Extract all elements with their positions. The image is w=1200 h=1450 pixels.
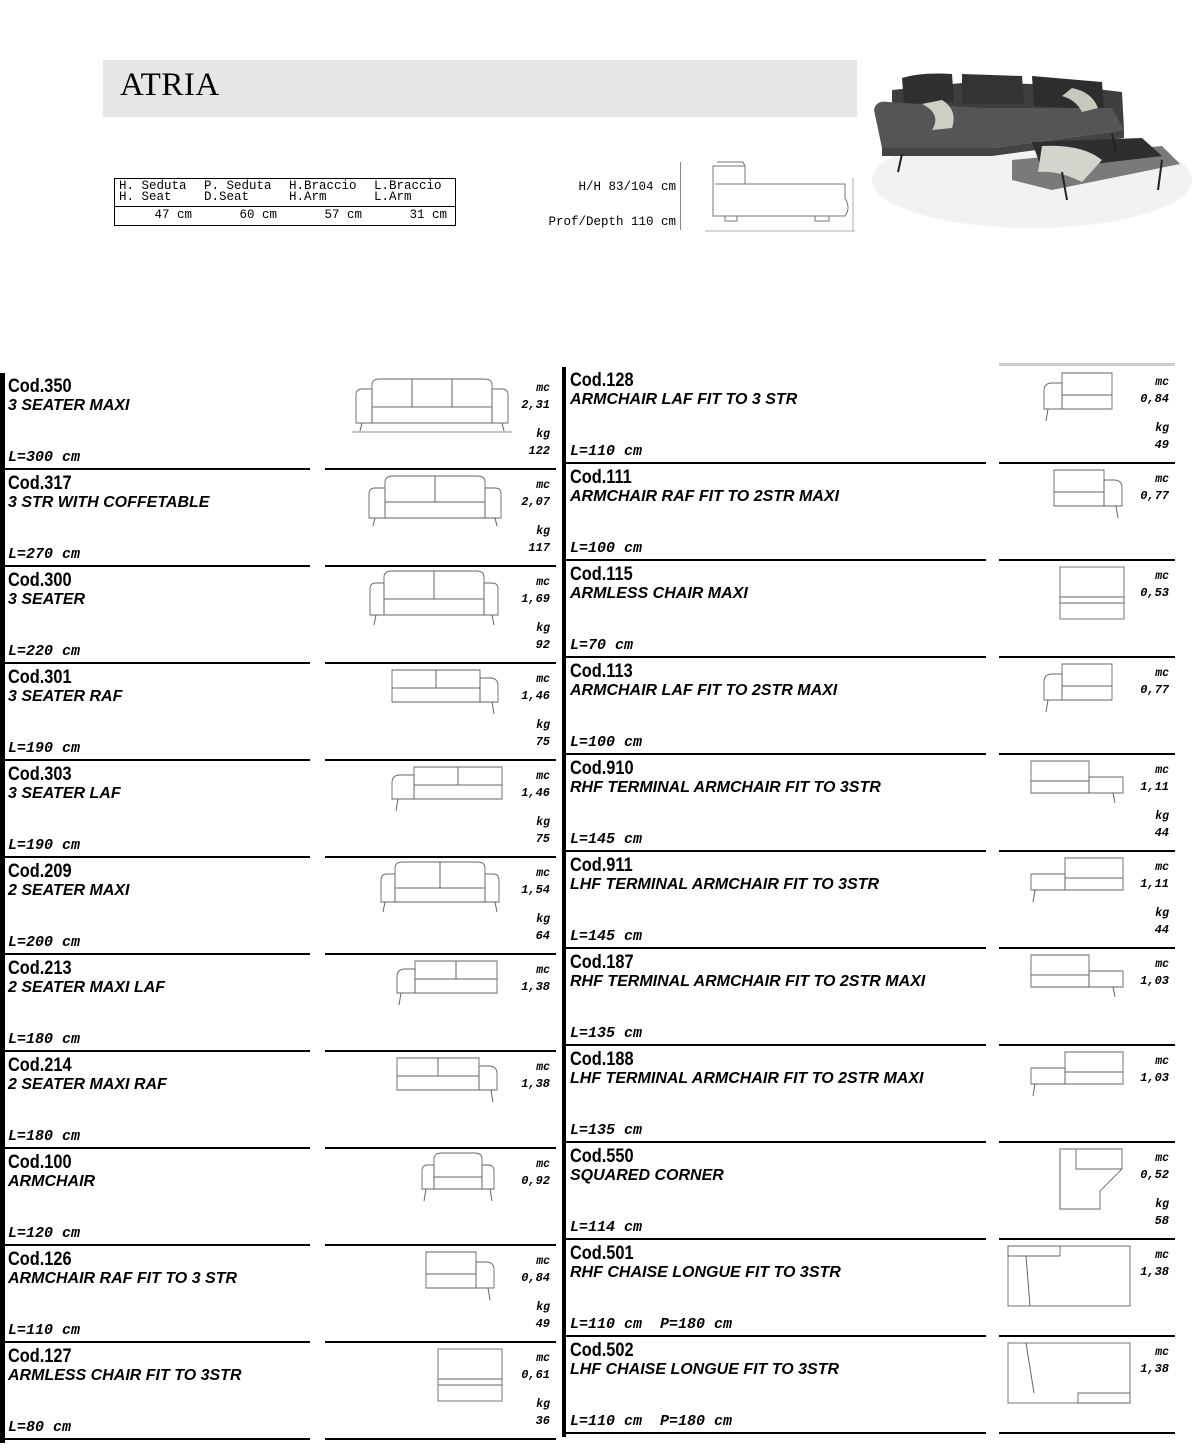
volume-label: mc <box>1155 1152 1169 1165</box>
weight-label: kg <box>536 622 550 635</box>
armchair-laf-icon <box>1040 660 1120 721</box>
product-row <box>562 367 1175 464</box>
volume-label: mc <box>1155 570 1169 583</box>
dim-header-h-seat: H. Seduta H. Seat <box>119 179 187 204</box>
product-description: 2 SEATER MAXI RAF <box>8 1076 167 1093</box>
volume-value: 1,46 <box>521 689 550 703</box>
product-description: RHF TERMINAL ARMCHAIR FIT TO 3STR <box>570 779 881 796</box>
volume-label: mc <box>1155 376 1169 389</box>
armchair-raf-icon <box>422 1248 502 1309</box>
product-description: 3 SEATER RAF <box>8 688 123 705</box>
weight-value: 44 <box>1154 826 1169 840</box>
terminal-lhf-icon <box>1027 854 1127 911</box>
sofa-3-seat-maxi-icon <box>352 375 512 440</box>
product-length: L=120 cm <box>8 1225 81 1242</box>
sofa-3-with-table-icon <box>365 472 505 535</box>
product-row <box>562 1143 1175 1240</box>
weight-label: kg <box>1155 810 1169 823</box>
row-rule <box>999 1432 1175 1434</box>
product-description: ARMCHAIR RAF FIT TO 2STR MAXI <box>570 488 840 505</box>
product-length: L=145 cm <box>570 928 643 945</box>
product-description: ARMCHAIR LAF FIT TO 2STR MAXI <box>570 682 838 699</box>
product-row <box>562 561 1175 658</box>
weight-value: 49 <box>535 1317 550 1331</box>
weight-label: kg <box>536 1301 550 1314</box>
volume-value: 0,77 <box>1140 683 1169 697</box>
product-code: Cod.214 <box>8 1055 72 1076</box>
volume-value: 2,31 <box>521 398 550 412</box>
volume-value: 1,38 <box>521 1077 550 1091</box>
volume-label: mc <box>1155 958 1169 971</box>
dim-header-h-arm: H.Braccio H.Arm <box>289 179 357 204</box>
weight-label: kg <box>1155 907 1169 920</box>
product-row <box>562 464 1175 561</box>
weight-label: kg <box>1155 1198 1169 1211</box>
product-description: ARMCHAIR LAF FIT TO 3 STR <box>570 391 798 408</box>
product-length: L=135 cm <box>570 1122 643 1139</box>
dim-value-h-seat: 47 cm <box>154 208 192 222</box>
weight-value: 75 <box>535 735 550 749</box>
sofa-2-seat-icon <box>377 860 503 921</box>
product-description: ARMCHAIR <box>8 1173 96 1190</box>
top-rule <box>999 363 1175 366</box>
product-code: Cod.113 <box>570 661 633 682</box>
product-description: SQUARED CORNER <box>570 1167 724 1184</box>
volume-value: 0,52 <box>1140 1168 1169 1182</box>
title-band <box>103 60 857 117</box>
weight-value: 58 <box>1154 1214 1169 1228</box>
product-code: Cod.100 <box>8 1152 72 1173</box>
product-photo <box>862 60 1192 232</box>
product-length: L=180 cm <box>8 1128 81 1145</box>
product-description: 2 SEATER MAXI LAF <box>8 979 166 996</box>
row-rule <box>5 1438 310 1440</box>
volume-value: 1,38 <box>1140 1265 1169 1279</box>
volume-value: 1,11 <box>1140 780 1169 794</box>
weight-value: 92 <box>535 638 550 652</box>
product-description: ARMCHAIR RAF FIT TO 3 STR <box>8 1270 238 1287</box>
product-length: L=135 cm <box>570 1025 643 1042</box>
volume-value: 1,03 <box>1140 974 1169 988</box>
weight-value: 75 <box>535 832 550 846</box>
volume-value: 1,11 <box>1140 877 1169 891</box>
dim-value-h-arm: 57 cm <box>324 208 362 222</box>
volume-label: mc <box>1155 473 1169 486</box>
volume-label: mc <box>1155 764 1169 777</box>
armchair-laf-icon <box>1040 369 1120 430</box>
product-code: Cod.300 <box>8 570 72 591</box>
page-title: ATRIA <box>120 67 220 103</box>
product-code: Cod.115 <box>570 564 633 585</box>
volume-label: mc <box>536 479 550 492</box>
product-code: Cod.209 <box>8 861 72 882</box>
product-length: L=100 cm <box>570 734 643 751</box>
volume-value: 0,53 <box>1140 586 1169 600</box>
divider <box>680 162 681 230</box>
product-length: L=300 cm <box>8 449 81 466</box>
armchair-raf-icon <box>1050 466 1130 527</box>
product-code: Cod.188 <box>570 1049 634 1070</box>
product-description: LHF CHAISE LONGUE FIT TO 3STR <box>570 1361 840 1378</box>
product-description: LHF TERMINAL ARMCHAIR FIT TO 3STR <box>570 876 880 893</box>
volume-label: mc <box>1155 861 1169 874</box>
product-row <box>562 1046 1175 1143</box>
weight-value: 122 <box>528 444 550 458</box>
volume-value: 0,84 <box>1140 392 1169 406</box>
row-rule <box>325 1438 556 1440</box>
product-row <box>562 852 1175 949</box>
weight-label: kg <box>536 428 550 441</box>
dim-header-d-seat: P. Seduta D.Seat <box>204 179 272 204</box>
armchair-icon <box>418 1151 498 1210</box>
sofa-raf-icon <box>388 666 504 723</box>
product-row <box>0 373 556 470</box>
product-length: L=110 cm P=180 cm <box>570 1316 733 1333</box>
product-row <box>0 567 556 664</box>
volume-value: 1,03 <box>1140 1071 1169 1085</box>
weight-label: kg <box>536 1398 550 1411</box>
terminal-rhf-icon <box>1027 951 1127 1006</box>
weight-label: kg <box>536 719 550 732</box>
volume-label: mc <box>536 1352 550 1365</box>
weight-value: 117 <box>528 541 550 555</box>
armless-chair-icon <box>434 1345 506 1410</box>
product-length: L=110 cm P=180 cm <box>570 1413 733 1430</box>
volume-label: mc <box>1155 1249 1169 1262</box>
product-code: Cod.317 <box>8 473 72 494</box>
product-description: 3 SEATER LAF <box>8 785 121 802</box>
volume-label: mc <box>1155 1055 1169 1068</box>
corner-icon <box>1056 1145 1128 1218</box>
volume-value: 1,38 <box>1140 1362 1169 1376</box>
product-row <box>562 755 1175 852</box>
volume-label: mc <box>536 382 550 395</box>
depth-value: Prof/Depth 110 cm <box>548 215 676 229</box>
sofa-laf-icon <box>388 763 506 820</box>
product-length: L=220 cm <box>8 643 81 660</box>
weight-value: 44 <box>1154 923 1169 937</box>
dimensions-table <box>114 178 456 226</box>
product-row <box>0 1149 556 1246</box>
product-description: 3 STR WITH COFFETABLE <box>8 494 210 511</box>
terminal-rhf-icon <box>1027 757 1127 812</box>
volume-value: 1,46 <box>521 786 550 800</box>
dim-value-l-arm: 31 cm <box>409 208 447 222</box>
product-length: L=114 cm <box>570 1219 643 1236</box>
volume-value: 1,69 <box>521 592 550 606</box>
volume-label: mc <box>536 867 550 880</box>
product-row <box>0 1052 556 1149</box>
product-length: L=190 cm <box>8 740 81 757</box>
terminal-lhf-icon <box>1027 1048 1127 1105</box>
weight-label: kg <box>536 816 550 829</box>
product-code: Cod.301 <box>8 667 72 688</box>
product-length: L=180 cm <box>8 1031 81 1048</box>
product-description: RHF TERMINAL ARMCHAIR FIT TO 2STR MAXI <box>570 973 926 990</box>
chaise-rhf-icon <box>1004 1242 1134 1315</box>
sofa-2-laf-icon <box>393 957 503 1014</box>
product-length: L=70 cm <box>570 637 634 654</box>
product-row <box>0 1246 556 1343</box>
chaise-lhf-icon <box>1004 1339 1134 1412</box>
product-code: Cod.911 <box>570 855 633 876</box>
volume-label: mc <box>536 770 550 783</box>
side-profile-sketch <box>705 158 855 232</box>
product-length: L=100 cm <box>570 540 643 557</box>
product-code: Cod.910 <box>570 758 634 779</box>
product-row <box>0 955 556 1052</box>
product-description: 3 SEATER <box>8 591 86 608</box>
volume-label: mc <box>536 673 550 686</box>
volume-value: 1,54 <box>521 883 550 897</box>
product-description: ARMLESS CHAIR MAXI <box>570 585 748 602</box>
product-row <box>0 664 556 761</box>
product-code: Cod.213 <box>8 958 72 979</box>
product-description: ARMLESS CHAIR FIT TO 3STR <box>8 1367 242 1384</box>
volume-value: 0,77 <box>1140 489 1169 503</box>
product-row <box>0 858 556 955</box>
product-code: Cod.111 <box>570 467 632 488</box>
product-code: Cod.126 <box>8 1249 72 1270</box>
volume-label: mc <box>1155 667 1169 680</box>
product-code: Cod.187 <box>570 952 634 973</box>
product-row <box>0 1343 556 1440</box>
volume-label: mc <box>536 576 550 589</box>
dim-header-l-arm: L.Braccio L.Arm <box>374 179 442 204</box>
product-length: L=80 cm <box>8 1419 72 1436</box>
product-code: Cod.502 <box>570 1340 634 1361</box>
row-rule <box>566 1432 986 1434</box>
product-code: Cod.550 <box>570 1146 634 1167</box>
product-description: 2 SEATER MAXI <box>8 882 130 899</box>
product-row <box>562 949 1175 1046</box>
armless-chair-icon <box>1056 563 1128 628</box>
weight-label: kg <box>536 913 550 926</box>
product-code: Cod.501 <box>570 1243 634 1264</box>
sofa-3-seat-icon <box>366 569 502 634</box>
dim-value-d-seat: 60 cm <box>239 208 277 222</box>
volume-label: mc <box>536 1255 550 1268</box>
product-code: Cod.303 <box>8 764 72 785</box>
volume-label: mc <box>1155 1346 1169 1359</box>
volume-value: 2,07 <box>521 495 550 509</box>
volume-label: mc <box>536 964 550 977</box>
weight-label: kg <box>536 525 550 538</box>
product-length: L=190 cm <box>8 837 81 854</box>
product-code: Cod.127 <box>8 1346 72 1367</box>
product-row <box>562 1337 1175 1434</box>
height-range: H/H 83/104 cm <box>578 180 676 194</box>
product-length: L=270 cm <box>8 546 81 563</box>
product-description: LHF TERMINAL ARMCHAIR FIT TO 2STR MAXI <box>570 1070 924 1087</box>
weight-value: 64 <box>535 929 550 943</box>
product-code: Cod.128 <box>570 370 634 391</box>
volume-label: mc <box>536 1158 550 1171</box>
product-length: L=145 cm <box>570 831 643 848</box>
weight-label: kg <box>1155 422 1169 435</box>
product-length: L=110 cm <box>8 1322 81 1339</box>
volume-label: mc <box>536 1061 550 1074</box>
sofa-2-raf-icon <box>393 1054 503 1111</box>
volume-value: 0,61 <box>521 1368 550 1382</box>
product-description: RHF CHAISE LONGUE FIT TO 3STR <box>570 1264 841 1281</box>
product-description: 3 SEATER MAXI <box>8 397 130 414</box>
product-code: Cod.350 <box>8 376 72 397</box>
weight-value: 49 <box>1154 438 1169 452</box>
product-row <box>0 470 556 567</box>
product-length: L=110 cm <box>570 443 643 460</box>
volume-value: 0,84 <box>521 1271 550 1285</box>
product-row <box>562 658 1175 755</box>
product-row <box>562 1240 1175 1337</box>
product-length: L=200 cm <box>8 934 81 951</box>
volume-value: 0,92 <box>521 1174 550 1188</box>
product-row <box>0 761 556 858</box>
volume-value: 1,38 <box>521 980 550 994</box>
weight-value: 36 <box>535 1414 550 1428</box>
